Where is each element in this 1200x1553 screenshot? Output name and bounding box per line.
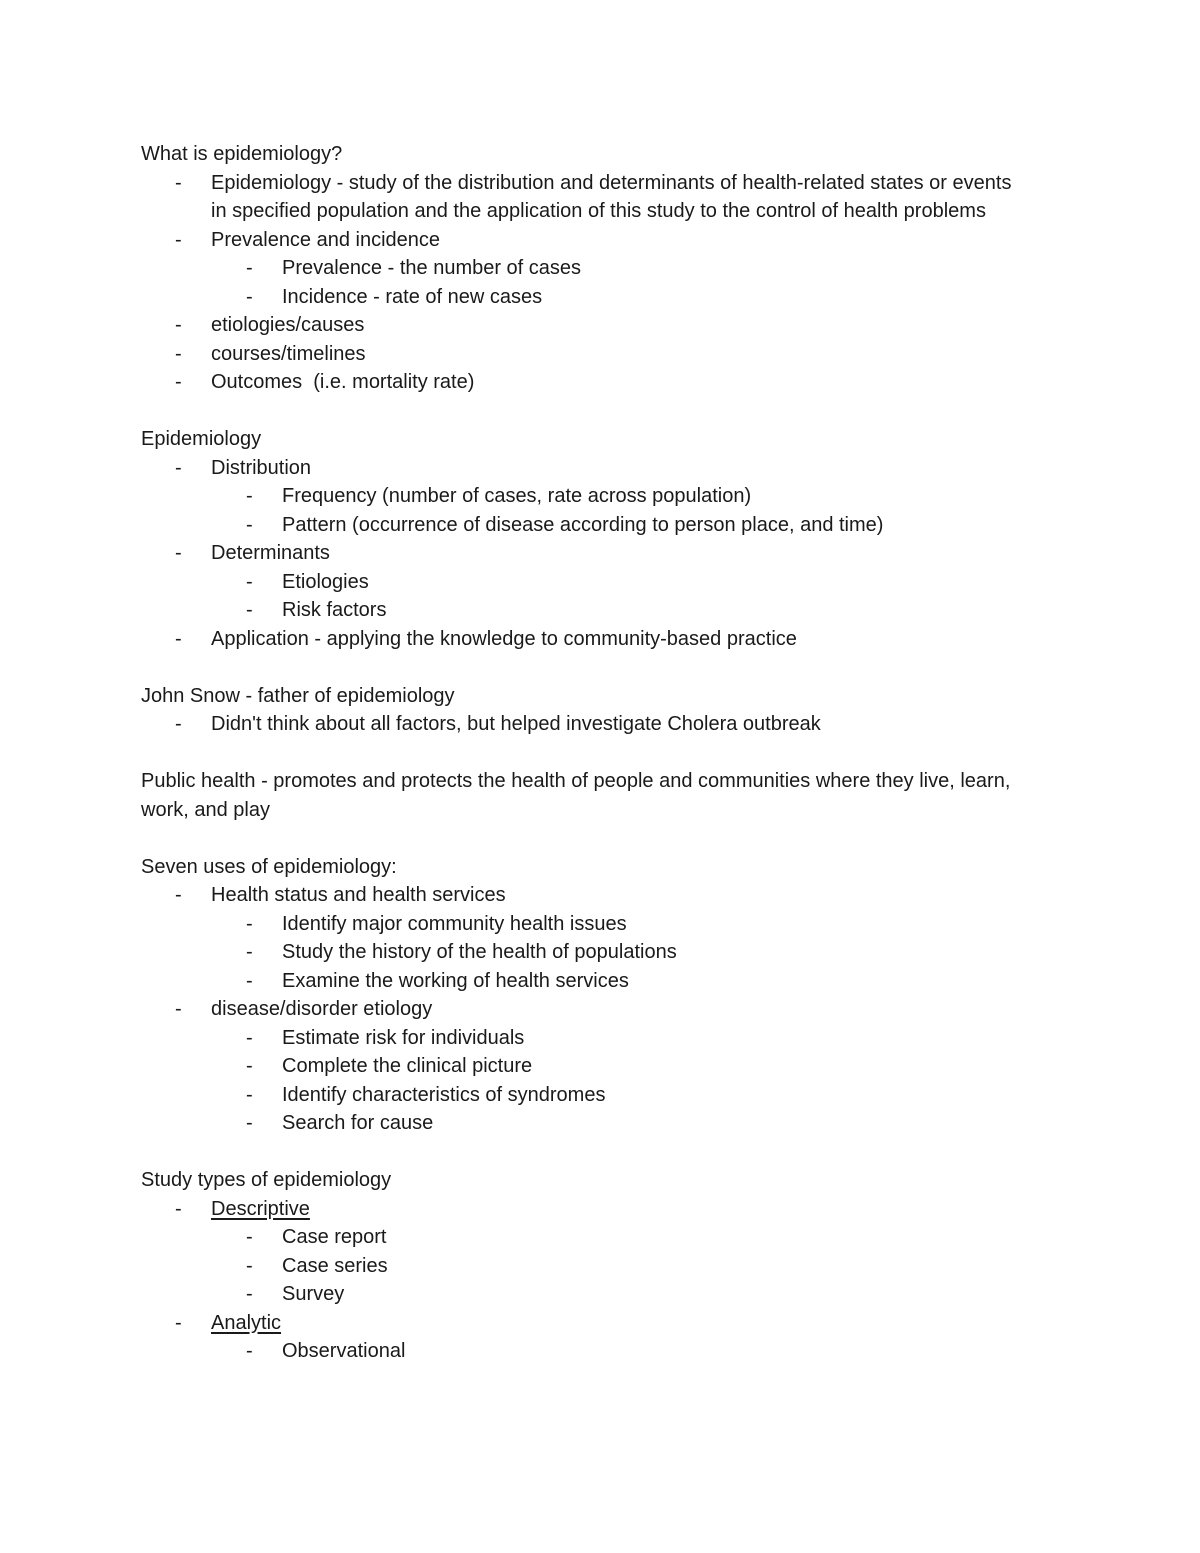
bullet-dash: - bbox=[246, 1083, 253, 1106]
list-item-text: Survey bbox=[282, 1283, 345, 1305]
section-epidemiology bbox=[141, 425, 1041, 653]
bullet-dash: - bbox=[246, 1055, 253, 1077]
list-item bbox=[141, 1337, 1041, 1366]
bullet-dash: - bbox=[246, 912, 253, 935]
bullet-dash: - bbox=[175, 884, 182, 906]
bullet-dash: - bbox=[246, 1254, 253, 1277]
list-item bbox=[141, 710, 1041, 739]
bullet-dash: - bbox=[175, 228, 182, 251]
list-item-text-underlined: Analytic bbox=[211, 1311, 282, 1334]
bullet-dash: - bbox=[246, 599, 253, 621]
list-item bbox=[141, 995, 1041, 1024]
list-item-text: Epidemiology - study of the distribution and determinants of health-related states or events in specified population and the application of this study to the control of health problems bbox=[211, 171, 1012, 222]
list-item-text: Determinants bbox=[211, 542, 330, 564]
bullet-dash: - bbox=[246, 1283, 253, 1305]
list-item-text: etiologies/causes bbox=[211, 314, 365, 336]
list-item-text: Study the history of the health of populations bbox=[282, 941, 677, 963]
list-item bbox=[141, 539, 1041, 568]
bullet-dash: - bbox=[175, 1311, 182, 1334]
list-item bbox=[141, 340, 1041, 369]
list-item bbox=[141, 910, 1041, 939]
notes-content bbox=[141, 140, 1041, 1366]
list-item-text: Examine the working of health services bbox=[282, 969, 629, 992]
list-item bbox=[141, 368, 1041, 397]
bullet-dash: - bbox=[246, 1226, 253, 1248]
list-item-text: Risk factors bbox=[282, 599, 387, 621]
bullet-dash: - bbox=[175, 342, 182, 365]
section-heading: What is epidemiology? bbox=[141, 143, 343, 165]
list-item-text: Prevalence and incidence bbox=[211, 228, 441, 251]
section-heading: Epidemiology bbox=[141, 428, 262, 450]
bullet-dash: - bbox=[246, 941, 253, 963]
list-item bbox=[141, 1024, 1041, 1053]
bullet-dash: - bbox=[175, 713, 182, 735]
list-item bbox=[141, 625, 1041, 654]
bullet-dash: - bbox=[175, 171, 182, 194]
list-item bbox=[141, 283, 1041, 312]
list-item bbox=[141, 1309, 1041, 1338]
bullet-dash: - bbox=[246, 257, 253, 279]
section-public-health bbox=[141, 767, 1041, 824]
bullet-dash: - bbox=[175, 998, 182, 1020]
list-item-text: Incidence - rate of new cases bbox=[282, 285, 543, 308]
section-what-is-epidemiology bbox=[141, 140, 1041, 397]
section-study-types bbox=[141, 1166, 1041, 1366]
list-item bbox=[141, 1252, 1041, 1281]
section-heading: Seven uses of epidemiology: bbox=[141, 855, 397, 878]
bullet-dash: - bbox=[175, 1197, 182, 1220]
list-item-text: Distribution bbox=[211, 456, 312, 479]
list-item bbox=[141, 254, 1041, 283]
list-item bbox=[141, 1223, 1041, 1252]
list-item-text: Prevalence - the number of cases bbox=[282, 257, 582, 279]
list-item bbox=[141, 967, 1041, 996]
list-item bbox=[141, 482, 1041, 511]
list-item bbox=[141, 226, 1041, 255]
list-item-text: Search for cause bbox=[282, 1112, 434, 1134]
list-item bbox=[141, 169, 1041, 226]
section-john-snow bbox=[141, 682, 1041, 739]
list-item-text: Case report bbox=[282, 1226, 387, 1248]
list-item-text: Case series bbox=[282, 1254, 388, 1277]
list-item-text-underlined: Descriptive bbox=[211, 1197, 310, 1220]
list-item bbox=[141, 311, 1041, 340]
list-item-text: Complete the clinical picture bbox=[282, 1055, 533, 1077]
bullet-dash: - bbox=[246, 513, 253, 536]
section-heading: Study types of epidemiology bbox=[141, 1169, 392, 1191]
list-item bbox=[141, 881, 1041, 910]
list-item-text: Identify characteristics of syndromes bbox=[282, 1083, 606, 1106]
bullet-dash: - bbox=[246, 485, 253, 507]
list-item bbox=[141, 1195, 1041, 1224]
list-item bbox=[141, 1052, 1041, 1081]
bullet-dash: - bbox=[175, 314, 182, 336]
list-item bbox=[141, 454, 1041, 483]
list-item-text: Estimate risk for individuals bbox=[282, 1026, 525, 1049]
list-item-text: courses/timelines bbox=[211, 342, 366, 365]
list-item-text: Observational bbox=[282, 1340, 406, 1362]
bullet-dash: - bbox=[246, 285, 253, 308]
bullet-dash: - bbox=[246, 1026, 253, 1049]
list-item bbox=[141, 511, 1041, 540]
list-item bbox=[141, 568, 1041, 597]
bullet-dash: - bbox=[175, 542, 182, 564]
list-item-text: Outcomes (i.e. mortality rate) bbox=[211, 371, 475, 393]
bullet-dash: - bbox=[246, 570, 253, 593]
list-item bbox=[141, 1109, 1041, 1138]
bullet-dash: - bbox=[246, 1340, 253, 1362]
bullet-dash: - bbox=[246, 969, 253, 992]
list-item bbox=[141, 1280, 1041, 1309]
bullet-dash: - bbox=[175, 371, 182, 393]
list-item bbox=[141, 938, 1041, 967]
list-item-text: disease/disorder etiology bbox=[211, 998, 433, 1020]
section-heading: John Snow - father of epidemiology bbox=[141, 684, 455, 707]
bullet-dash: - bbox=[175, 627, 182, 650]
list-item-text: Identify major community health issues bbox=[282, 912, 627, 935]
list-item-text: Etiologies bbox=[282, 570, 369, 593]
public-health-paragraph: Public health - promotes and protects the health of people and communities where they live, learn, work, and play bbox=[141, 770, 1011, 821]
list-item-text: Pattern (occurrence of disease according to person place, and time) bbox=[282, 513, 884, 536]
list-item-text: Application - applying the knowledge to community-based practice bbox=[211, 627, 797, 650]
list-item-text: Frequency (number of cases, rate across population) bbox=[282, 485, 752, 507]
bullet-dash: - bbox=[175, 456, 182, 479]
list-item-text: Health status and health services bbox=[211, 884, 506, 906]
section-seven-uses bbox=[141, 853, 1041, 1138]
list-item-text: Didn't think about all factors, but helped investigate Cholera outbreak bbox=[211, 713, 821, 735]
list-item bbox=[141, 596, 1041, 625]
list-item bbox=[141, 1081, 1041, 1110]
bullet-dash: - bbox=[246, 1112, 253, 1134]
